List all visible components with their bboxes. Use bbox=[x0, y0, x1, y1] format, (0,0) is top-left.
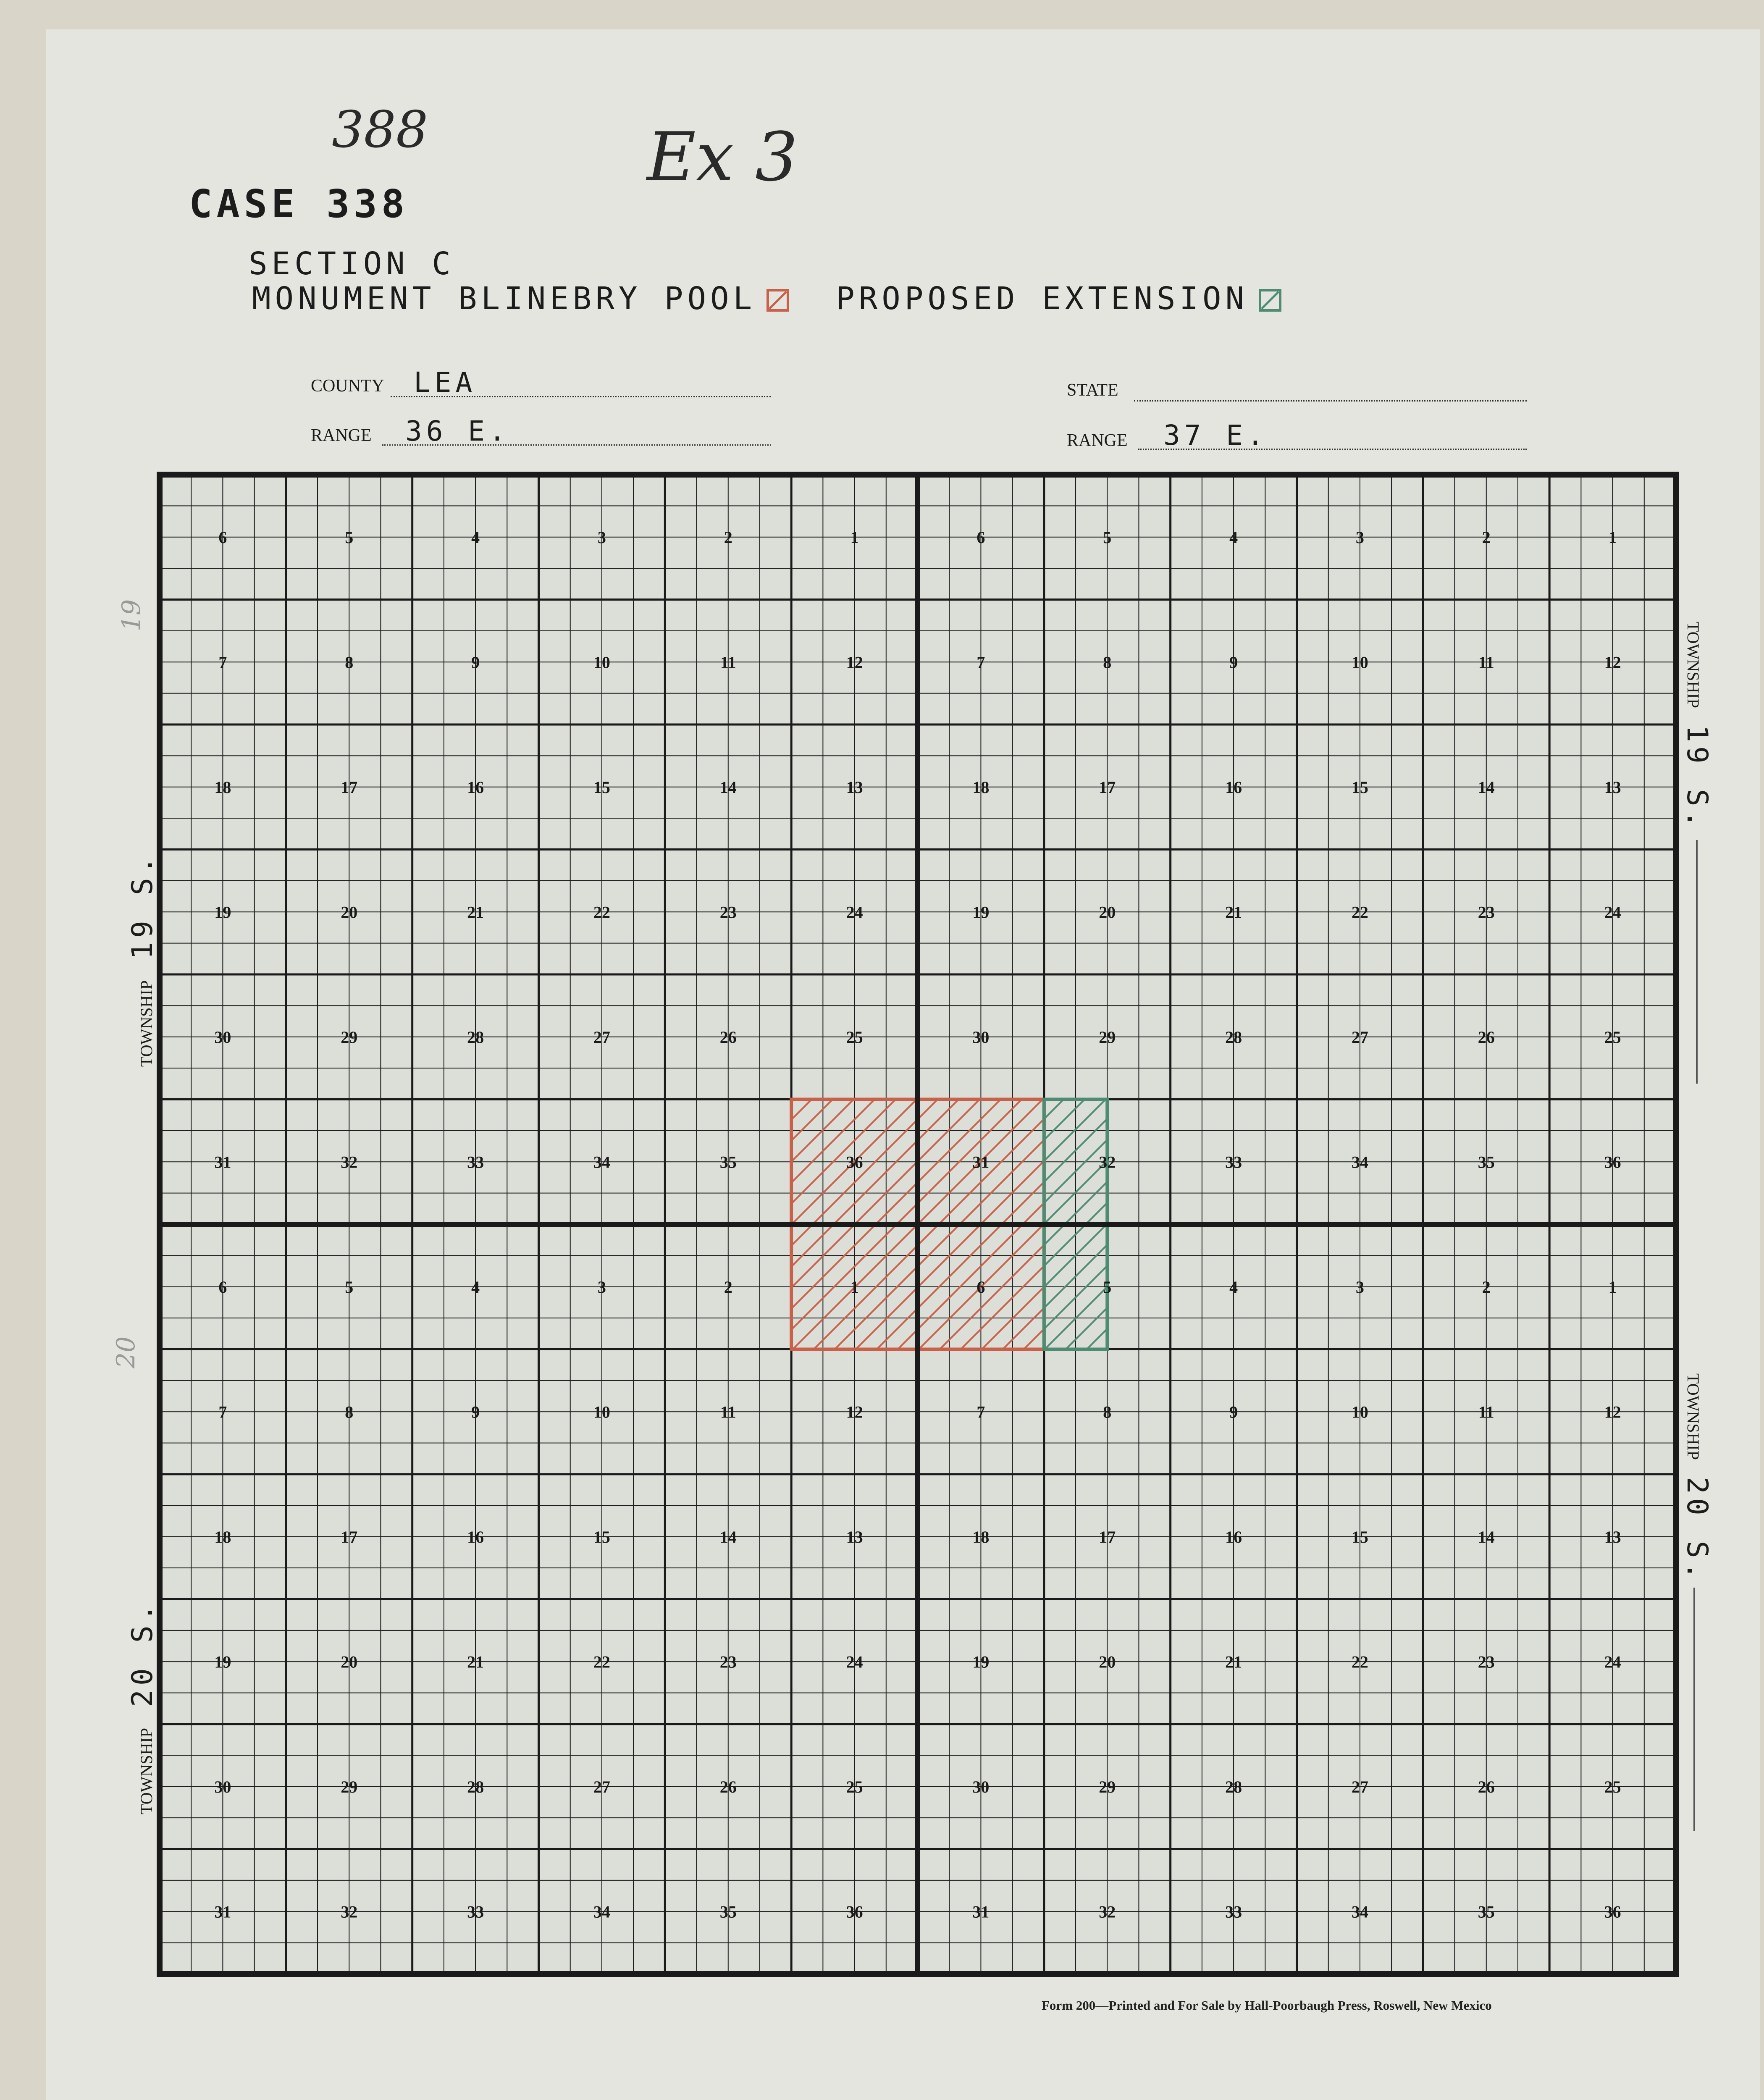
section-number: 34 bbox=[593, 1902, 610, 1922]
section-number: 29 bbox=[341, 1027, 358, 1047]
section-number: 9 bbox=[471, 653, 480, 672]
section-number: 25 bbox=[1604, 1777, 1621, 1796]
section-number: 16 bbox=[1225, 1527, 1242, 1546]
section-number: 29 bbox=[1099, 1027, 1116, 1047]
section-number: 1 bbox=[850, 1277, 859, 1297]
section-number: 35 bbox=[1478, 1152, 1495, 1172]
left-top-township-prefix: TOWNSHIP bbox=[137, 980, 156, 1067]
state-label: STATE bbox=[1067, 381, 1118, 400]
section-number: 33 bbox=[1225, 1902, 1242, 1922]
section-number: 35 bbox=[1478, 1902, 1495, 1922]
section-number: 8 bbox=[345, 653, 354, 672]
section-number: 17 bbox=[1099, 1527, 1116, 1546]
section-number: 14 bbox=[1478, 1527, 1495, 1546]
right-top-township-label bbox=[1680, 622, 1714, 832]
right-bottom-township-prefix: TOWNSHIP bbox=[1684, 1373, 1703, 1460]
section-number: 21 bbox=[467, 903, 484, 922]
section-number: 11 bbox=[720, 653, 736, 672]
section-number: 2 bbox=[724, 528, 732, 547]
section-number: 3 bbox=[597, 528, 606, 547]
section-number: 4 bbox=[471, 528, 480, 547]
section-number: 1 bbox=[1608, 528, 1617, 547]
section-number: 28 bbox=[1225, 1777, 1242, 1796]
section-number: 20 bbox=[341, 903, 358, 922]
section-number: 23 bbox=[1478, 1652, 1495, 1672]
section-number: 27 bbox=[593, 1777, 610, 1796]
section-number: 15 bbox=[1351, 1527, 1368, 1546]
section-number: 9 bbox=[471, 1402, 480, 1422]
section-number: 14 bbox=[719, 1527, 737, 1546]
section-number: 31 bbox=[214, 1152, 231, 1172]
section-number: 19 bbox=[214, 903, 231, 922]
range-value-right: 37 E. bbox=[1163, 419, 1268, 452]
section-number: 1 bbox=[1608, 1277, 1617, 1297]
section-number: 5 bbox=[345, 528, 354, 547]
section-number: 16 bbox=[467, 777, 484, 797]
section-number: 19 bbox=[972, 903, 990, 922]
section-number: 12 bbox=[1604, 1402, 1621, 1422]
right-top-township-value: 19 S. bbox=[1680, 724, 1714, 832]
section-number: 18 bbox=[214, 777, 231, 797]
section-number: 26 bbox=[1478, 1027, 1495, 1047]
section-number: 8 bbox=[1103, 1402, 1112, 1422]
section-number: 17 bbox=[341, 1527, 358, 1546]
section-number: 26 bbox=[719, 1777, 737, 1796]
section-number: 20 bbox=[341, 1652, 358, 1672]
section-number: 15 bbox=[1351, 777, 1368, 797]
section-number: 1 bbox=[850, 528, 859, 547]
section-number: 11 bbox=[1478, 653, 1494, 672]
section-number: 6 bbox=[976, 528, 985, 547]
section-number: 18 bbox=[972, 1527, 990, 1546]
form-footer: Form 200—Printed and For Sale by Hall-Poorbaugh Press, Roswell, New Mexico bbox=[1042, 1998, 1492, 2013]
handwritten-case-number: 388 bbox=[332, 101, 428, 159]
section-number: 6 bbox=[218, 1277, 227, 1297]
section-number: 28 bbox=[467, 1777, 484, 1796]
section-number: 29 bbox=[1099, 1777, 1116, 1796]
section-number: 9 bbox=[1229, 1402, 1238, 1422]
left-bottom-pencil-note: 20 bbox=[111, 1336, 141, 1369]
section-number: 34 bbox=[593, 1152, 610, 1172]
section-number: 36 bbox=[846, 1902, 863, 1922]
section-number: 18 bbox=[972, 777, 990, 797]
section-number: 16 bbox=[467, 1527, 484, 1546]
pool-legend-label: MONUMENT BLINEBRY POOL bbox=[252, 281, 756, 317]
section-number: 31 bbox=[972, 1152, 990, 1172]
section-number: 13 bbox=[1604, 777, 1621, 797]
section-number: 30 bbox=[214, 1027, 231, 1047]
section-number: 35 bbox=[719, 1152, 737, 1172]
section-number: 20 bbox=[1099, 903, 1116, 922]
section-number: 7 bbox=[976, 653, 985, 672]
section-number: 36 bbox=[1604, 1902, 1621, 1922]
section-number: 23 bbox=[1478, 903, 1495, 922]
section-number: 4 bbox=[1229, 528, 1238, 547]
section-number: 12 bbox=[846, 653, 863, 672]
range-label-right: RANGE bbox=[1067, 431, 1128, 450]
section-number: 27 bbox=[1351, 1027, 1368, 1047]
section-number: 30 bbox=[214, 1777, 231, 1796]
section-number: 6 bbox=[976, 1277, 985, 1297]
section-number: 8 bbox=[345, 1402, 354, 1422]
left-bottom-township-label bbox=[126, 1600, 159, 1814]
section-number: 25 bbox=[1604, 1027, 1621, 1047]
section-number: 34 bbox=[1351, 1902, 1368, 1922]
right-bottom-township-label bbox=[1680, 1373, 1714, 1584]
section-number: 22 bbox=[593, 903, 610, 922]
section-number: 7 bbox=[976, 1402, 985, 1422]
section-number: 27 bbox=[593, 1027, 610, 1047]
section-number: 29 bbox=[341, 1777, 358, 1796]
section-number: 16 bbox=[1225, 777, 1242, 797]
section-number: 13 bbox=[846, 777, 863, 797]
section-number: 28 bbox=[1225, 1027, 1242, 1047]
section-number: 32 bbox=[341, 1902, 358, 1922]
left-top-pencil-note: 19 bbox=[117, 599, 147, 632]
left-top-township-value: 19 S. bbox=[126, 852, 159, 960]
section-number: 20 bbox=[1099, 1652, 1116, 1672]
county-value: LEA bbox=[414, 366, 477, 399]
section-number: 21 bbox=[1225, 903, 1242, 922]
section-number: 2 bbox=[1482, 528, 1491, 547]
section-number: 22 bbox=[593, 1652, 610, 1672]
section-number: 7 bbox=[218, 653, 227, 672]
right-bottom-township-value: 20 S. bbox=[1680, 1476, 1714, 1584]
section-number: 27 bbox=[1351, 1777, 1368, 1796]
county-label: COUNTY bbox=[311, 376, 384, 396]
section-number: 10 bbox=[593, 1402, 610, 1422]
left-bottom-township-value: 20 S. bbox=[126, 1600, 159, 1707]
section-number: 34 bbox=[1351, 1152, 1368, 1172]
section-number: 17 bbox=[1099, 777, 1116, 797]
section-number: 10 bbox=[1351, 653, 1368, 672]
section-number: 13 bbox=[1604, 1527, 1621, 1546]
section-number: 21 bbox=[467, 1652, 484, 1672]
section-number: 18 bbox=[214, 1527, 231, 1546]
section-number: 9 bbox=[1229, 653, 1238, 672]
section-number: 31 bbox=[214, 1902, 231, 1922]
section-number: 23 bbox=[719, 1652, 737, 1672]
section-number: 26 bbox=[719, 1027, 737, 1047]
range-label-left: RANGE bbox=[311, 426, 372, 445]
section-number: 32 bbox=[1099, 1152, 1116, 1172]
section-number: 33 bbox=[467, 1902, 484, 1922]
section-number: 36 bbox=[1604, 1152, 1621, 1172]
section-number: 19 bbox=[972, 1652, 990, 1672]
section-number: 23 bbox=[719, 903, 737, 922]
section-number: 2 bbox=[1482, 1277, 1491, 1297]
section-number: 33 bbox=[467, 1152, 484, 1172]
section-number: 2 bbox=[724, 1277, 732, 1297]
section-number: 7 bbox=[218, 1402, 227, 1422]
section-number: 13 bbox=[846, 1527, 863, 1546]
section-number: 11 bbox=[720, 1402, 736, 1422]
section-number: 8 bbox=[1103, 653, 1112, 672]
section-number: 25 bbox=[846, 1777, 863, 1796]
case-title: CASE 338 bbox=[189, 181, 409, 226]
section-number: 4 bbox=[1229, 1277, 1238, 1297]
right-top-township-prefix: TOWNSHIP bbox=[1684, 622, 1703, 708]
section-number: 21 bbox=[1225, 1652, 1242, 1672]
right-bottom-township-rule bbox=[1693, 1588, 1695, 1831]
section-number: 36 bbox=[846, 1152, 863, 1172]
section-number: 12 bbox=[1604, 653, 1621, 672]
section-number: 10 bbox=[1351, 1402, 1368, 1422]
section-number: 24 bbox=[1604, 903, 1621, 922]
section-number: 15 bbox=[593, 1527, 610, 1546]
section-number: 3 bbox=[1355, 1277, 1364, 1297]
section-number: 11 bbox=[1478, 1402, 1494, 1422]
section-number: 5 bbox=[1103, 528, 1112, 547]
range-value-left: 36 E. bbox=[405, 415, 510, 447]
section-number: 30 bbox=[972, 1027, 990, 1047]
section-number: 24 bbox=[846, 903, 863, 922]
section-label: SECTION C bbox=[249, 246, 455, 282]
section-number: 19 bbox=[214, 1652, 231, 1672]
section-number: 25 bbox=[846, 1027, 863, 1047]
section-number: 22 bbox=[1351, 1652, 1368, 1672]
section-number: 17 bbox=[341, 777, 358, 797]
section-number: 31 bbox=[972, 1902, 990, 1922]
section-number: 6 bbox=[218, 528, 227, 547]
section-number: 26 bbox=[1478, 1777, 1495, 1796]
extension-legend-label: PROPOSED EXTENSION bbox=[836, 281, 1249, 317]
section-number: 32 bbox=[341, 1152, 358, 1172]
section-number: 10 bbox=[593, 653, 610, 672]
section-number: 4 bbox=[471, 1277, 480, 1297]
section-number: 14 bbox=[1478, 777, 1495, 797]
section-number: 5 bbox=[345, 1277, 354, 1297]
right-top-township-rule bbox=[1696, 840, 1698, 1084]
left-bottom-township-prefix: TOWNSHIP bbox=[137, 1728, 156, 1814]
section-number: 33 bbox=[1225, 1152, 1242, 1172]
section-number: 3 bbox=[1355, 528, 1364, 547]
section-number: 15 bbox=[593, 777, 610, 797]
section-number: 24 bbox=[1604, 1652, 1621, 1672]
section-number: 3 bbox=[597, 1277, 606, 1297]
section-number: 28 bbox=[467, 1027, 484, 1047]
section-number: 12 bbox=[846, 1402, 863, 1422]
section-number: 32 bbox=[1099, 1902, 1116, 1922]
handwritten-exhibit-mark: Ex 3 bbox=[647, 118, 798, 196]
section-number: 30 bbox=[972, 1777, 990, 1796]
left-top-township-label bbox=[126, 852, 159, 1067]
section-number: 14 bbox=[719, 777, 737, 797]
section-number: 24 bbox=[846, 1652, 863, 1672]
section-number: 35 bbox=[719, 1902, 737, 1922]
section-number: 5 bbox=[1103, 1277, 1112, 1297]
section-number: 22 bbox=[1351, 903, 1368, 922]
